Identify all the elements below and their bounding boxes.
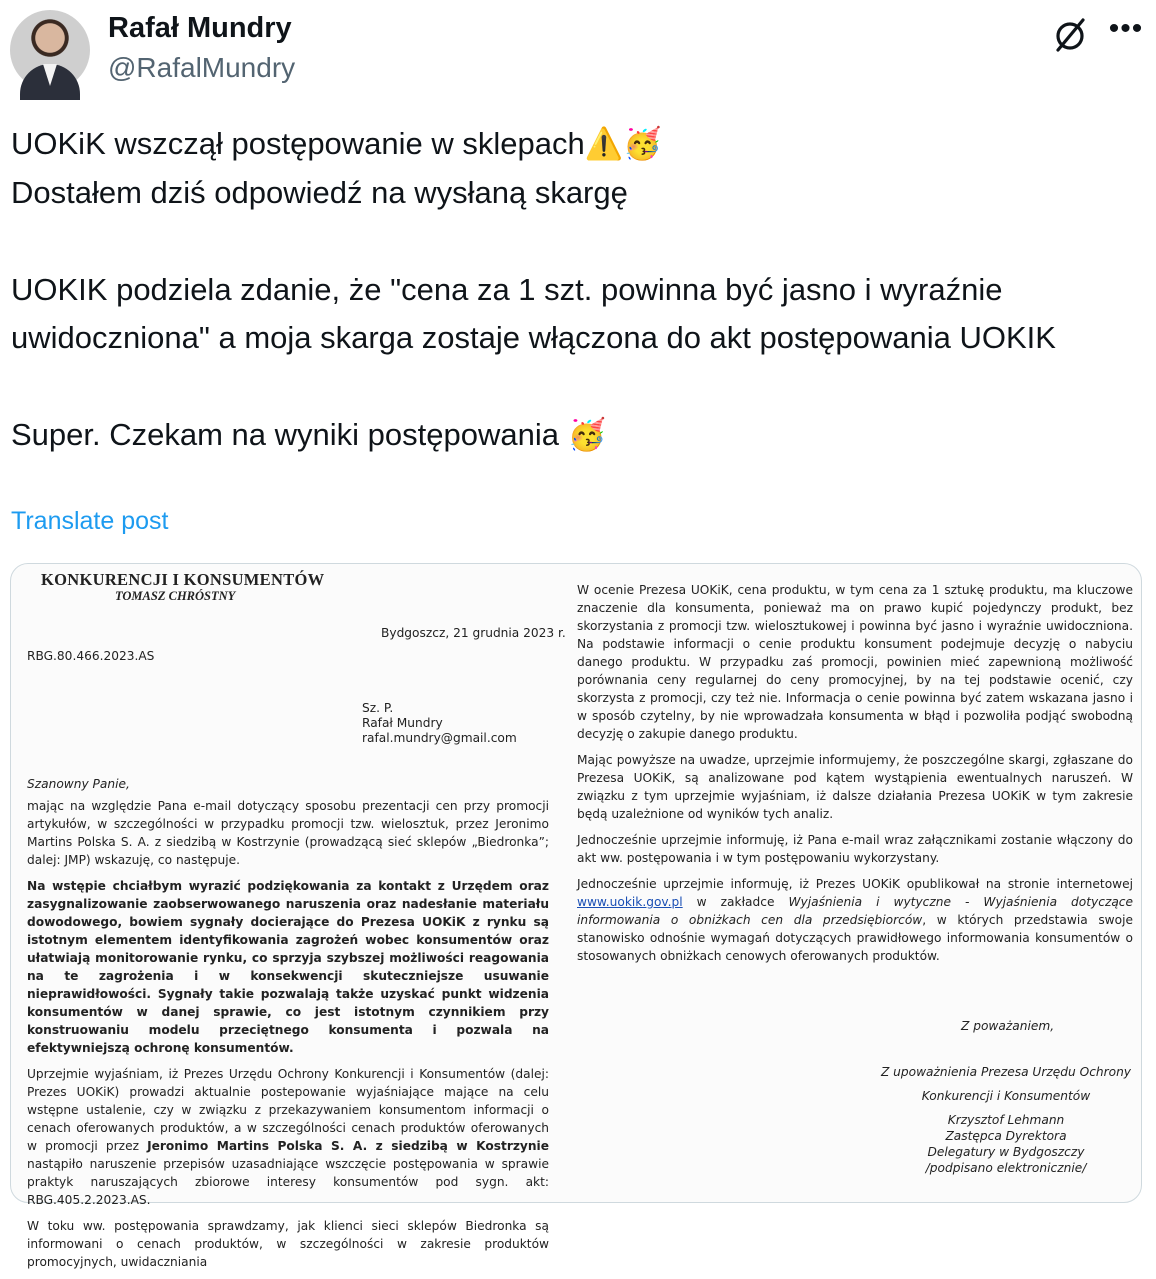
signature-line-4: Zastępca Dyrektora [945, 1129, 1067, 1143]
letter-left-column [27, 797, 549, 1279]
letter-right-paragraph-1: W ocenie Prezesa UOKiK, cena produktu, w tym cena za 1 sztukę produktu, ma kluczowe znaczenie dla konsumenta, ponieważ ma on prawo kupić pojedynczy produkt, bez skorzystania z promocji tzw. wielosztukowej i powinna być jasno i wyraźnie uwidoczniona. Na podstawie informacji o cenie produktu konsument podejmuje decyzję o nabyciu danego produktu. W przypadku zaś promocji, powinien mieć zapewnioną możliwość porównania ceny regularnej do ceny promocyjnej, by na tej podstawie ocenić, czy skorzysta z promocji, czy też nie. Informacja o cenie powinna być zatem wskazana jasno i w sposób czytelny, by nie wprowadzała konsumenta w błąd i pozwoliła podjąć swobodną decyzję o zakupie danego produktu. [577, 583, 1133, 741]
letter-closing: Z poważaniem, [961, 1019, 1055, 1033]
letter-left-paragraph-1: mając na względzie Pana e-mail dotyczący sposobu prezentacji cen przy promocji artykułów, w szczególności w przypadku promocji tzw. wielosztuk, przez Jeronimo Martins Polska S. A. z siedzibą w Kostrzynie (prowadzącą sieć sklepów „Biedronka”; dalej: JMP) wskazuję, co następuje. [27, 799, 549, 867]
letter-header-name: TOMASZ CHRÓSTNY [115, 589, 236, 603]
signature-gap [871, 1104, 1141, 1112]
signature-gap [871, 1080, 1141, 1088]
tweet-paragraph-2: UOKIK podziela zdanie, że "cena za 1 szt. powinna być jasno i wyraźnie uwidoczniona" a moja skarga zostaje włączona do akt postępowania UOKIK [11, 271, 1056, 355]
signature-line-5: Delegatury w Bydgoszczy [927, 1145, 1085, 1159]
letter-place-date: Bydgoszcz, 21 grudnia 2023 r. [381, 626, 566, 640]
party-face-icon: 🥳 [567, 417, 607, 452]
party-face-icon: 🥳 [623, 126, 662, 161]
paragraph-4-part-a: Jednocześnie uprzejmie informuję, iż Prezes UOKiK opublikował na stronie internetowej [577, 877, 1133, 891]
warning-icon: ⚠️ [584, 126, 624, 161]
translate-post-link[interactable]: Translate post [11, 507, 169, 535]
paragraph-4-part-c: , w których przedstawia swoje stanowisko odnośnie wymagań dotyczących prawidłowego informowania konsumentów o stosowanych obniżkach cenowych oferowanych produktów. [577, 913, 1133, 963]
paragraph-3-part-c: nastąpiło naruszenie przepisów uzasadniające wszczęcie postępowania w sprawie praktyk naruszających zbiorowe interesy konsumentów pod sygn. akt: RBG.405.2.2023.AS. [27, 1157, 549, 1207]
signature-line-2: Konkurencji i Konsumentów [921, 1089, 1091, 1103]
letter-right-column [577, 581, 1133, 973]
paragraph-4-italic: Wyjaśnienia i wytyczne - Wyjaśnienia dotyczące informowania o obniżkach cen dla przedsiębiorców [577, 895, 1134, 927]
tweet-line-1: UOKiK wszczął postępowanie w sklepach [11, 126, 585, 161]
letter-right-paragraph-2: Mając powyższe na uwadze, uprzejmie informujemy, że poszczególne skargi, zgłaszane do Prezesa UOKiK, są analizowane pod kątem wystąpienia ewentualnych naruszeń. W związku z tym uprzejmie wyjaśniam, iż dalsze działania Prezesa UOKiK w tym zakresie będą uzależnione od wyników tych analiz. [577, 753, 1133, 821]
letter-left-paragraph-2: Na wstępie chciałbym wyrazić podziękowania za kontakt z Urzędem oraz zasygnalizowanie zaobserwowanego naruszenia oraz nadesłanie materiału dowodowego, bowiem sygnały docierające do Prezesa UOKiK z rynku są istotnym elementem identyfikowania zagrożeń wobec konsumentów oraz ułatwiają monitorowanie rynku, co sprzyja szybszej możliwości reagowania na te zagrożenia i w konsekwencji skuteczniejsze usuwanie nieprawidłowości. Sygnały takie pozwalają także uzyskać punkt widzenia konsumentów w danej sprawie, co jest istotnym czynnikiem przy konstruowaniu modelu przeciętnego konsumenta i pozwala na efektywniejszą ochronę konsumentów. [27, 879, 549, 1055]
paragraph-4-part-b: w zakładce [682, 895, 789, 909]
grok-icon[interactable] [1050, 14, 1090, 54]
more-icon[interactable]: ••• [1108, 12, 1144, 45]
letter-addressee [362, 701, 517, 746]
tweet-paragraph-3: Super. Czekam na wyniki postępowania [11, 417, 559, 452]
signature-line-1: Z upoważnienia Prezesa Urzędu Ochrony [880, 1065, 1132, 1079]
letter-header-line: KONKURENCJI I KONSUMENTÓW [41, 570, 325, 589]
tweet-text [11, 120, 1141, 460]
letter-signature [871, 1064, 1141, 1176]
tweet-header [10, 10, 1146, 90]
paragraph-3-company: Jeronimo Martins Polska S. A. z siedzibą w Kostrzynie [147, 1139, 549, 1153]
avatar[interactable] [10, 10, 90, 90]
letter-right-paragraph-3: Jednocześnie uprzejmie informuję, iż Pana e-mail wraz załącznikami zostanie włączony do akt ww. postępowania i w tym postępowaniu wykorzystany. [577, 833, 1133, 865]
letter-left-paragraph-4: W toku ww. postępowania sprawdzamy, jak klienci sieci sklepów Biedronka są informowani o cenach produktów, w szczególności w zakresie produktów promocyjnych, uwidaczniania [27, 1219, 549, 1269]
addressee-line-1: Sz. P. [362, 701, 394, 715]
paragraph-3-part-a: Uprzejmie wyjaśniam, iż Prezes Urzędu Ochrony Konkurencji i Konsumentów (dalej: Prezes UOKiK) prowadzi aktualnie postepowanie wyjaśniające mające na celu wstępne ustalenie, czy w związku z przekazywaniem konsumentom informacji o cenach oferowanych produktów, a w szczególności cenach produktów oferowanych w promocji przez [27, 1067, 549, 1153]
letter-right-paragraph-4 [577, 875, 1133, 965]
author-name[interactable]: Rafał Mundry [108, 12, 292, 44]
uokik-website-link: www.uokik.gov.pl [577, 895, 683, 909]
addressee-line-2: Rafał Mundry [362, 716, 443, 730]
letter-reference: RBG.80.466.2023.AS [27, 649, 155, 663]
tweet-line-2: Dostałem dziś odpowiedź na wysłaną skargę [11, 174, 628, 210]
author-handle[interactable]: @RafalMundry [108, 52, 296, 83]
signature-line-3: Krzysztof Lehmann [947, 1113, 1065, 1127]
letter-salutation: Szanowny Panie, [27, 777, 130, 791]
letter-left-paragraph-3 [27, 1065, 549, 1209]
attached-letter-image[interactable] [10, 563, 1142, 1269]
addressee-line-3: rafal.mundry@gmail.com [362, 731, 517, 745]
signature-line-6: /podpisano elektronicznie/ [925, 1161, 1087, 1175]
